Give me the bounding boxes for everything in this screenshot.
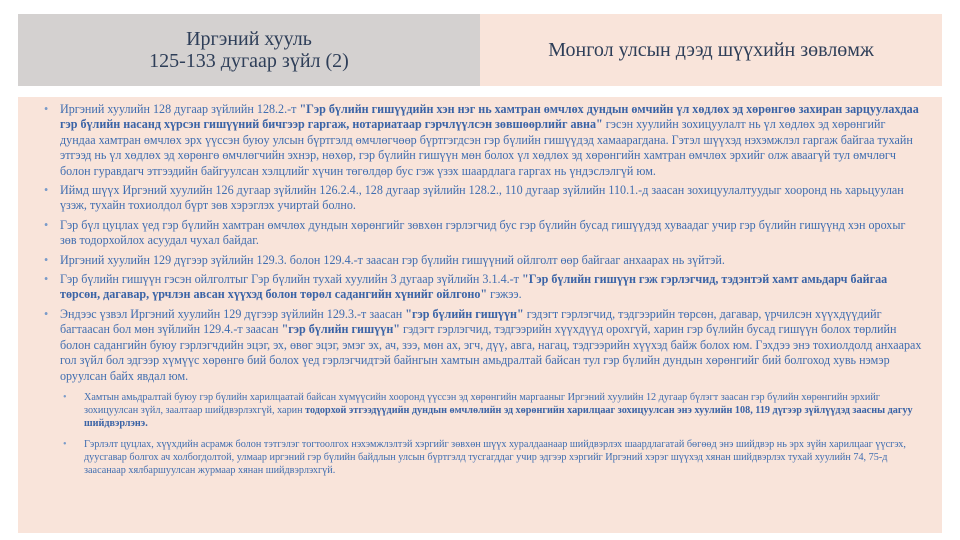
title-line-2: 125-133 дугаар зүйл (2)	[149, 50, 349, 72]
bullet-text: гэсэн хуулийн зохицуулалт нь үл хөдлөх эд хөрөнгийг дундаа хамтран өмчлөх эрх үүссэн буюу улсын бүртгэлд өмчлөгчөөр бүртгэгдсэн гэр бүлийн гишүүдэд хамаарагдана. Гэтэл шүүхэд нэхэмжлэл гаргаж байгаа тухайн этгээд нь үл хөдлөх эд хөрөнгө өмчлөгчийн эхнэр, нөхөр, гэр бүлийн гишүүн мөн болох үл хөдлөх эд хөрөнгийн хамтран өмчлөх эрхийг олж аваагүй тул өмчлөгч болон гуравдагч этгээдийн байгуулсан хэлцлийг хүчин төгөлдөр бус гэж үзэх шаардлага гаргах нь үндэслэлгүй юм.	[60, 117, 913, 178]
bullet-text: Эндээс үзвэл Иргэний хуулийн 129 дүгээр зүйлийн 129.3.-т заасан	[60, 306, 406, 321]
bullet-text: Гэр бүлийн гишүүн гэсэн ойлголтыг Гэр бүлийн тухай хуулийн 3 дугаар зүйлийн 3.1.4.-т	[60, 272, 522, 287]
bullet-bold-text: "гэр бүлийн гишүүн"	[405, 306, 524, 321]
bullet-text: гэдэгт гэрлэгчид, тэдгээрийн хүүхдүүд орохгүй, харин гэр бүлийн бусад гишүүн болох төрлийн болон садангийн буюу гэрлэгчдийн эцэг, эх, өвөг эцэг, эмэг эх, ач, зээ, мөн ах, эгч, дүү, авга, нагац, тэдгээрийн хүүхэд байж болох юм. Гэхдээ энэ тохиолдолд анхаарах гол зүйл бол эдгээр хүмүүс хөрөнгө бий болох үед гэрлэгчидтэй байнгын хамтын амьдралтай байсан тул гэр бүлийн дундын хөрөнгийг бий болгоход хувь нэмэр оруулсан байх явдал юм.	[60, 322, 922, 383]
sub-bullet-text: Хамтын амьдралтай буюу гэр бүлийн харилцаатай байсан хүмүүсийн хооронд үүссэн эд хөрөнгийн маргааныг Иргэний хуулийн 12 дугаар бүлэгт заасан гэр бүлийн хөрөнгийн эрхийг зохицуулсан зүйл, заалтаар шийдвэрлэхгүй, харин	[84, 391, 880, 417]
sub-bullet-text: Гэрлэлт цуцлах, хүүхдийн асрамж болон тэтгэлэг тогтоолгох нэхэмжлэлтэй хэргийг зөвхөн шүүх хуралдаанаар шийдвэрлэх шаардлагатай бөгөөд энэ шийдвэр нь эрх зүйн харилцааг үүсгэх, дуусгавар болгох ач холбогдолтой, улмаар иргэний гэр бүлийн байдлын улсын бүртгэлд тусгагддаг учир эдгээр хэргийг Иргэний хэрэг шүүхэд хянан шийдвэрлэх тухай хуулийн 74, 75-д заасанаар хялбаршуулсан журмаар хянан шийдвэрлэхгүй.	[84, 438, 906, 476]
bullet-text: Иргэний хуулийн 128 дугаар зүйлийн 128.2.-т	[60, 102, 300, 116]
title-box	[18, 14, 480, 86]
title-line-1: Иргэний хууль	[186, 28, 312, 50]
bullet-bold-text: "Гэр бүлийн гишүүдийн хэн нэг нь хамтран өмчлөх дундын өмчийн үл хөдлөх эд хөрөнгөө захиран зарцуулахдаа гэр бүлийн насанд хүрсэн гишүүний бичгээр гаргаж, нотариатаар гэрчлүүлсэн зөвшөөрлийг авна"	[60, 102, 919, 132]
bullet-item-3	[40, 218, 922, 249]
bullet-bold-text: "Гэр бүлийн гишүүн гэж гэрлэгчид, тэдэнтэй хамт амьдарч байгаа төрсөн, дагавар, үрчлэн авсан хүүхэд болон төрөл садангийн хүнийг ойлгоно"	[60, 272, 888, 302]
sub-bullet-list	[60, 391, 922, 477]
bullet-item-5	[40, 272, 922, 303]
sub-bullet-item-2	[60, 438, 922, 478]
content-panel	[18, 97, 942, 533]
bullet-item-6	[40, 307, 922, 477]
bullet-item-2	[40, 183, 922, 214]
bullet-text: Иргэний хуулийн 129 дүгээр зүйлийн 129.3. болон 129.4.-т заасан гэр бүлийн гишүүний ойлголт өөр байгааг анхаарах нь зүйтэй.	[60, 252, 725, 267]
subtitle-text: Монгол улсын дээд шүүхийн зөвлөмж	[548, 38, 874, 61]
bullet-text: Гэр бүл цуцлах үед гэр бүлийн хамтран өмчлөх дундын хөрөнгийг зөвхөн гэрлэгчид бус гэр бүлийн бусад гишүүдэд хуваадаг учир гэр бүлийн гишүүнд хэн орохыг зөв тодорхойлох асуудал чухал байдаг.	[60, 217, 906, 248]
slide-header	[18, 14, 942, 86]
bullet-item-4	[40, 253, 922, 268]
bullet-list	[40, 102, 922, 477]
bullet-bold-text: "гэр бүлийн гишүүн"	[281, 322, 400, 337]
sub-bullet-item-1	[60, 391, 922, 431]
bullet-text: гэдэгт гэрлэгчид, тэдгээрийн төрсөн, дагавар, үрчилсэн хүүхдүүдийг багтаасан бол мөн зүйлийн 129.4.-т заасан	[60, 306, 882, 337]
sub-bullet-bold-text: тодорхой этгээдүүдийн дундын өмчлөлийн эд хөрөнгийн харилцааг зохицуулсан энэ хуулийн 108, 119 дүгээр зүйлүүдэд заасны дагуу шийдвэрлэнэ.	[84, 405, 913, 430]
bullet-text: гэжээ.	[487, 287, 522, 302]
subtitle-box	[480, 14, 942, 86]
bullet-text: Иймд шүүх Иргэний хуулийн 126 дугаар зүйлийн 126.2.4., 128 дугаар зүйлийн 128.2., 110 дугаар зүйлийн 110.1.-д заасан зохицуулалтуудыг хооронд нь харьцуулан үзэж, тухайн тохиолдол бүрт зөв хэрэглэх учиртай болно.	[60, 183, 904, 213]
bullet-item-1	[40, 102, 922, 179]
